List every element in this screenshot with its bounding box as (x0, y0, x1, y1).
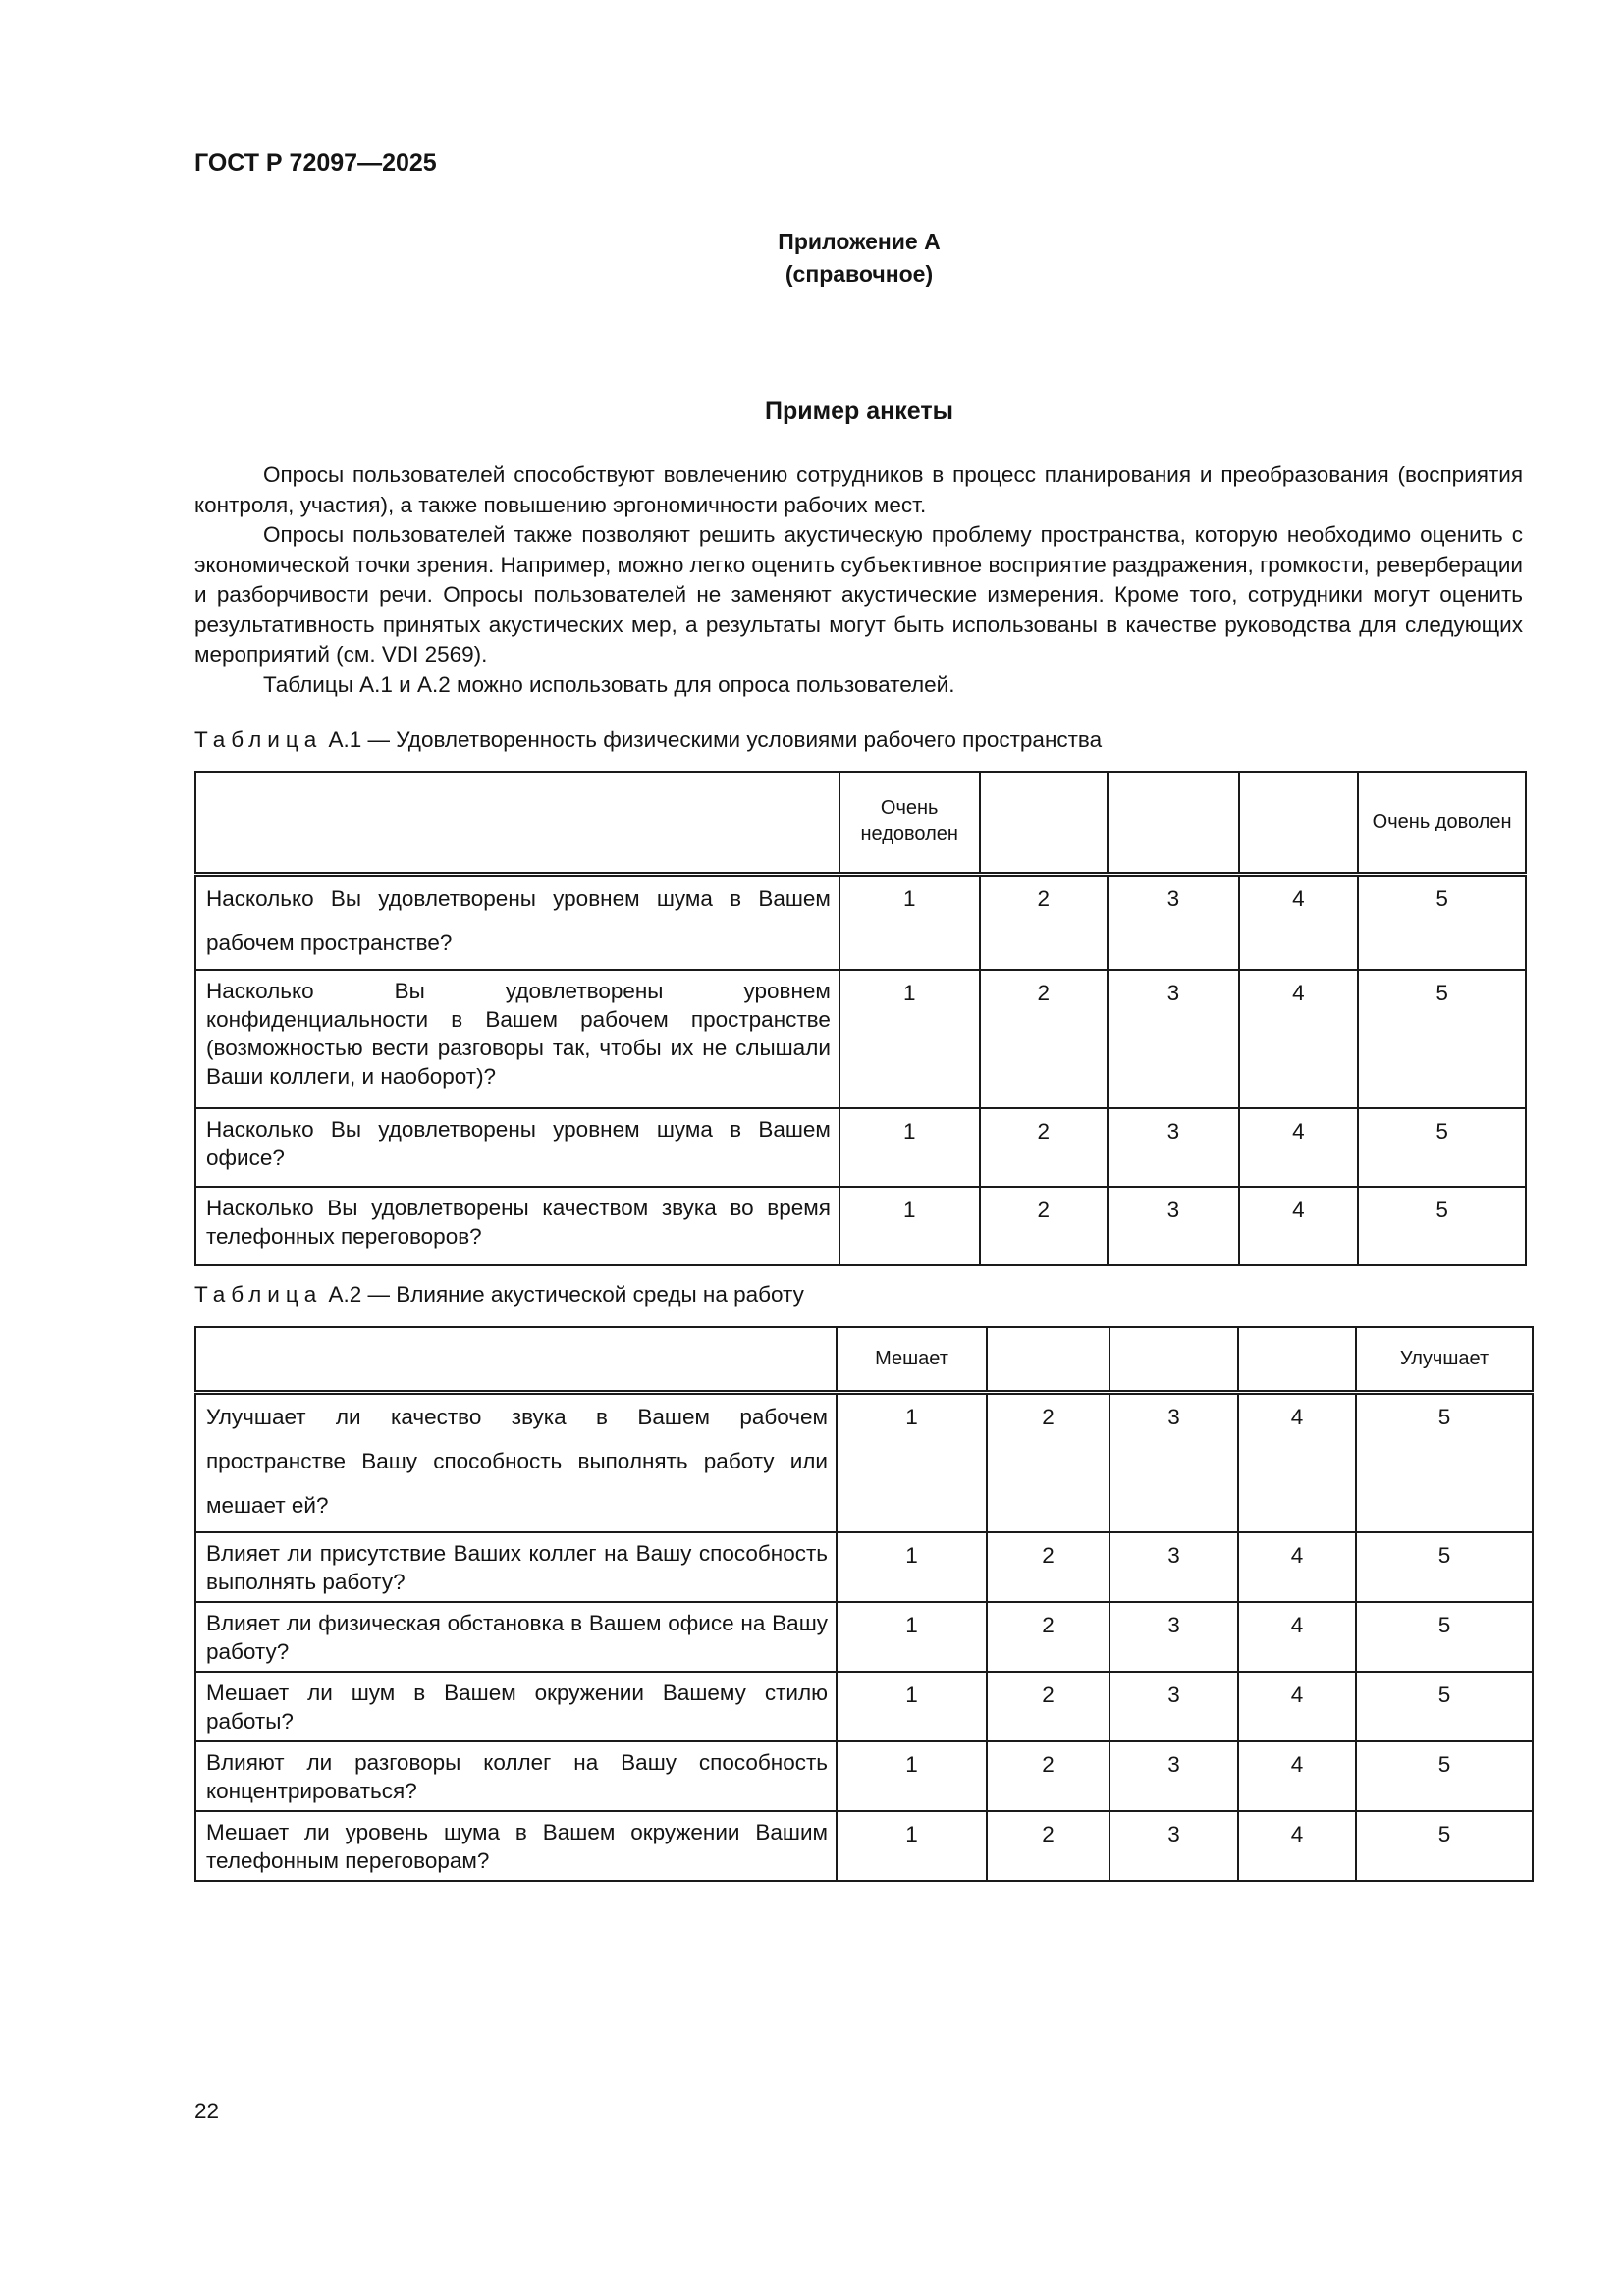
scale-value: 1 (837, 1392, 987, 1532)
scale-value: 5 (1356, 1741, 1533, 1811)
scale-value: 2 (987, 1672, 1110, 1741)
page-number: 22 (194, 2099, 220, 2123)
table-row (195, 1532, 1533, 1602)
table-2-question: Мешает ли уровень шума в Вашем окружении Вашим телефонным переговорам? (195, 1811, 837, 1881)
table-1-question: Насколько Вы удовлетворены качеством звука во время телефонных переговоров? (195, 1187, 839, 1265)
scale-value: 5 (1356, 1532, 1533, 1602)
scale-value: 4 (1238, 1672, 1356, 1741)
table-1-caption (194, 727, 1102, 753)
scale-value: 2 (987, 1741, 1110, 1811)
scale-value: 5 (1356, 1672, 1533, 1741)
scale-value: 5 (1356, 1392, 1533, 1532)
paragraph-1-text: Опросы пользователей способствуют вовлечению сотрудников в процесс планирования и преобразования (восприятия контроля, участия), а также повышению эргономичности рабочих мест. (194, 462, 1523, 517)
scale-value: 4 (1239, 970, 1359, 1108)
scale-value: 2 (987, 1532, 1110, 1602)
table-row (195, 1741, 1533, 1811)
scale-value: 3 (1110, 1811, 1238, 1881)
table-2-caption-text: А.2 — Влияние акустической среды на работу (328, 1282, 804, 1307)
scale-value: 3 (1110, 1602, 1238, 1672)
scale-value: 4 (1239, 1187, 1359, 1265)
table-1-question: Насколько Вы удовлетворены уровнем шума в Вашем рабочем пространстве? (195, 874, 839, 970)
scale-value: 5 (1356, 1602, 1533, 1672)
paragraph-2-text: Опросы пользователей также позволяют решить акустическую проблему пространства, которую необходимо оценить с экономической точки зрения. Например, можно легко оценить субъективное восприятие раздражения, громкости, реверберации и разборчивости речи. Опросы пользователей не заменяют акустические измерения. Кроме того, сотрудники могут оценить результативность принятых акустических мер, а результаты могут быть использованы в качестве руководства для следующих мероприятий (см. VDI 2569). (194, 522, 1523, 667)
table-1-header-row (195, 772, 1526, 874)
scale-value: 1 (839, 1108, 980, 1187)
paragraph-1 (194, 460, 1523, 520)
scale-value: 5 (1358, 1187, 1526, 1265)
table-row (195, 1602, 1533, 1672)
table-2-header-empty (1110, 1327, 1238, 1392)
table-1-question: Насколько Вы удовлетворены уровнем шума в Вашем офисе? (195, 1108, 839, 1187)
table-2-question: Улучшает ли качество звука в Вашем рабочем пространстве Вашу способность выполнять работу или мешает ей? (195, 1392, 837, 1532)
table-2-question: Влияет ли присутствие Ваших коллег на Вашу способность выполнять работу? (195, 1532, 837, 1602)
scale-value: 4 (1238, 1602, 1356, 1672)
scale-value: 4 (1239, 1108, 1359, 1187)
table-1-question: Насколько Вы удовлетворены уровнем конфиденциальности в Вашем рабочем пространстве (возможностью вести разговоры так, чтобы их не слышали Ваши коллеги, и наоборот)? (195, 970, 839, 1108)
scale-value: 2 (980, 874, 1109, 970)
scale-value: 1 (839, 970, 980, 1108)
table-row (195, 1392, 1533, 1532)
table-2-header-empty (195, 1327, 837, 1392)
table-1-header-empty (1239, 772, 1359, 874)
annex-title: Приложение А (778, 229, 941, 254)
table-1-header-empty (1108, 772, 1239, 874)
paragraph-3 (194, 670, 1523, 701)
scale-value: 3 (1110, 1672, 1238, 1741)
scale-value: 3 (1108, 1187, 1239, 1265)
annex-type: (справочное) (785, 261, 934, 287)
table-1 (194, 771, 1527, 1266)
paragraph-3-text: Таблицы А.1 и А.2 можно использовать для опроса пользователей. (263, 672, 955, 697)
scale-value: 3 (1108, 970, 1239, 1108)
table-row (195, 970, 1526, 1108)
scale-value: 1 (837, 1532, 987, 1602)
scale-value: 3 (1108, 1108, 1239, 1187)
table-2-question: Влияет ли физическая обстановка в Вашем офисе на Вашу работу? (195, 1602, 837, 1672)
table-2-question: Влияют ли разговоры коллег на Вашу способность концентрироваться? (195, 1741, 837, 1811)
scale-value: 4 (1238, 1811, 1356, 1881)
table-row (195, 874, 1526, 970)
table-2-caption-label: Таблица (194, 1282, 323, 1307)
scale-value: 1 (837, 1672, 987, 1741)
scale-value: 5 (1358, 874, 1526, 970)
table-1-caption-label: Таблица (194, 727, 323, 752)
table-2 (194, 1326, 1534, 1882)
scale-value: 1 (839, 1187, 980, 1265)
table-1-scale-high: Очень доволен (1358, 772, 1526, 874)
scale-value: 2 (987, 1811, 1110, 1881)
scale-value: 5 (1356, 1811, 1533, 1881)
scale-value: 1 (839, 874, 980, 970)
scale-value: 4 (1238, 1741, 1356, 1811)
table-1-caption-text: А.1 — Удовлетворенность физическими условиями рабочего пространства (328, 727, 1103, 752)
table-row (195, 1108, 1526, 1187)
scale-value: 2 (980, 970, 1109, 1108)
scale-value: 3 (1110, 1741, 1238, 1811)
table-1-header-empty (195, 772, 839, 874)
table-1-scale-low: Очень недоволен (839, 772, 980, 874)
scale-value: 2 (987, 1392, 1110, 1532)
scale-value: 3 (1108, 874, 1239, 970)
scale-value: 4 (1238, 1532, 1356, 1602)
scale-value: 4 (1238, 1392, 1356, 1532)
table-row (195, 1811, 1533, 1881)
scale-value: 1 (837, 1741, 987, 1811)
scale-value: 4 (1239, 874, 1359, 970)
standard-code: ГОСТ Р 72097—2025 (194, 149, 437, 177)
scale-value: 2 (980, 1187, 1109, 1265)
scale-value: 5 (1358, 970, 1526, 1108)
table-2-header-empty (987, 1327, 1110, 1392)
scale-value: 2 (987, 1602, 1110, 1672)
table-row (195, 1672, 1533, 1741)
scale-value: 1 (837, 1602, 987, 1672)
table-2-caption (194, 1282, 804, 1308)
scale-value: 1 (837, 1811, 987, 1881)
table-2-scale-high: Улучшает (1356, 1327, 1533, 1392)
annex-heading (0, 226, 1624, 291)
table-1-header-empty (980, 772, 1109, 874)
table-2-question: Мешает ли шум в Вашем окружении Вашему стилю работы? (195, 1672, 837, 1741)
section-title: Пример анкеты (765, 398, 953, 425)
scale-value: 3 (1110, 1532, 1238, 1602)
table-row (195, 1187, 1526, 1265)
table-2-header-row (195, 1327, 1533, 1392)
scale-value: 3 (1110, 1392, 1238, 1532)
paragraph-2 (194, 520, 1523, 670)
table-2-header-empty (1238, 1327, 1356, 1392)
scale-value: 5 (1358, 1108, 1526, 1187)
table-2-scale-low: Мешает (837, 1327, 987, 1392)
scale-value: 2 (980, 1108, 1109, 1187)
